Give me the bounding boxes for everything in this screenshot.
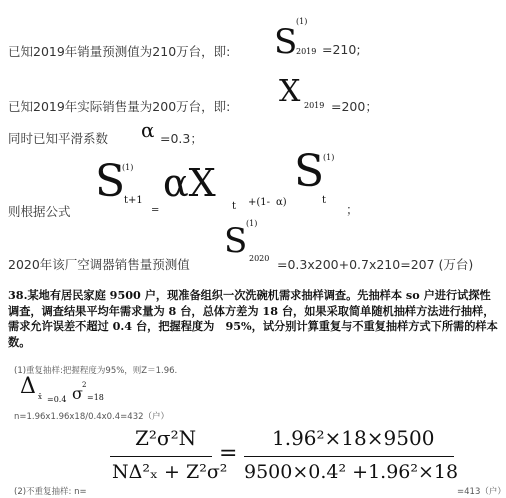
value-alpha: =0.3； xyxy=(160,131,203,146)
formula-prefix: 则根据公式 xyxy=(8,204,71,219)
plus-one-minus: +(1- xyxy=(248,197,271,208)
subscript-year: 2019 xyxy=(296,47,317,56)
forecast-result: =0.3x200+0.7x210=207 (万台) xyxy=(277,257,474,272)
formula-S-current: S xyxy=(294,146,325,197)
alpha-close: α) xyxy=(276,197,287,208)
fraction-left-bar xyxy=(110,456,212,457)
non-repeated-result: =413（户） xyxy=(457,487,506,497)
delta-subscript: x̄ xyxy=(38,393,42,401)
problem-38: 38.某地有居民家庭 9500 户，现准备组织一次洗碗机需求抽样调查。先抽样本 so 户进行试探性调查，调查结果平均年需求量为 8 台，总体方差为 18 台，如果采取简单随机抽样方法进行抽样，需求允许误差不超过 0.4 台，把握程度为 95%，试分别计算重复与不重复抽样方式下所需的样本数。 xyxy=(8,288,498,349)
sigma-symbol: σ xyxy=(72,384,83,403)
formula-S-next: S xyxy=(95,156,126,207)
value-200: =200； xyxy=(331,99,378,114)
alpha-symbol: α xyxy=(141,118,155,142)
equals-sign: = xyxy=(219,441,238,466)
subscript-t: t xyxy=(232,201,237,212)
sigma-value: =18 xyxy=(87,393,104,402)
smoothed-value-symbol: S xyxy=(274,22,298,62)
equals-sign: = xyxy=(151,205,160,216)
repeated-sample-size-calc: n=1.96x1.96x18/0.4x0.4=432（户） xyxy=(14,412,170,422)
superscript: (1) xyxy=(323,153,335,162)
subscript-year: 2019 xyxy=(304,101,325,110)
sigma-superscript: 2 xyxy=(82,381,87,389)
superscript: (1) xyxy=(246,219,258,228)
subscript-t-plus-1: t+1 xyxy=(124,195,143,206)
delta-value: =0.4 xyxy=(47,395,67,404)
actual-value-symbol: X xyxy=(279,74,301,109)
fraction-right-numerator: 1.96²×18×9500 xyxy=(272,426,435,450)
superscript: (1) xyxy=(296,17,308,26)
superscript: (1) xyxy=(122,163,134,172)
fraction-left-denominator: NΔ²ₓ + Z²σ² xyxy=(112,461,228,483)
fraction-right-denominator: 9500×0.4² +1.96²×18 xyxy=(244,461,459,483)
formula-alpha-X: αX xyxy=(163,161,216,205)
line-2020-forecast: 2020年该厂空调器销售量预测值 xyxy=(8,257,190,272)
solution-non-repeated-label: (2)不重复抽样: n= xyxy=(14,487,87,497)
solution-repeated-header: (1)重复抽样:把握程度为95%，则Z＝1.96. xyxy=(14,366,178,376)
line-2019-forecast: 已知2019年销量预测值为210万台，即: xyxy=(8,44,231,59)
fraction-left-numerator: Z²σ²N xyxy=(135,426,197,450)
subscript-t: t xyxy=(322,195,327,206)
line-smoothing-coefficient: 同时已知平滑系数 xyxy=(8,131,109,146)
subscript-year: 2020 xyxy=(249,254,270,263)
semicolon: ； xyxy=(346,202,359,217)
fraction-right-bar xyxy=(244,456,454,457)
value-210: =210; xyxy=(322,42,361,57)
forecast-2020-symbol: S xyxy=(224,221,248,261)
line-2019-actual: 已知2019年实际销售量为200万台，即: xyxy=(8,99,231,114)
delta-symbol: Δ xyxy=(20,374,36,399)
